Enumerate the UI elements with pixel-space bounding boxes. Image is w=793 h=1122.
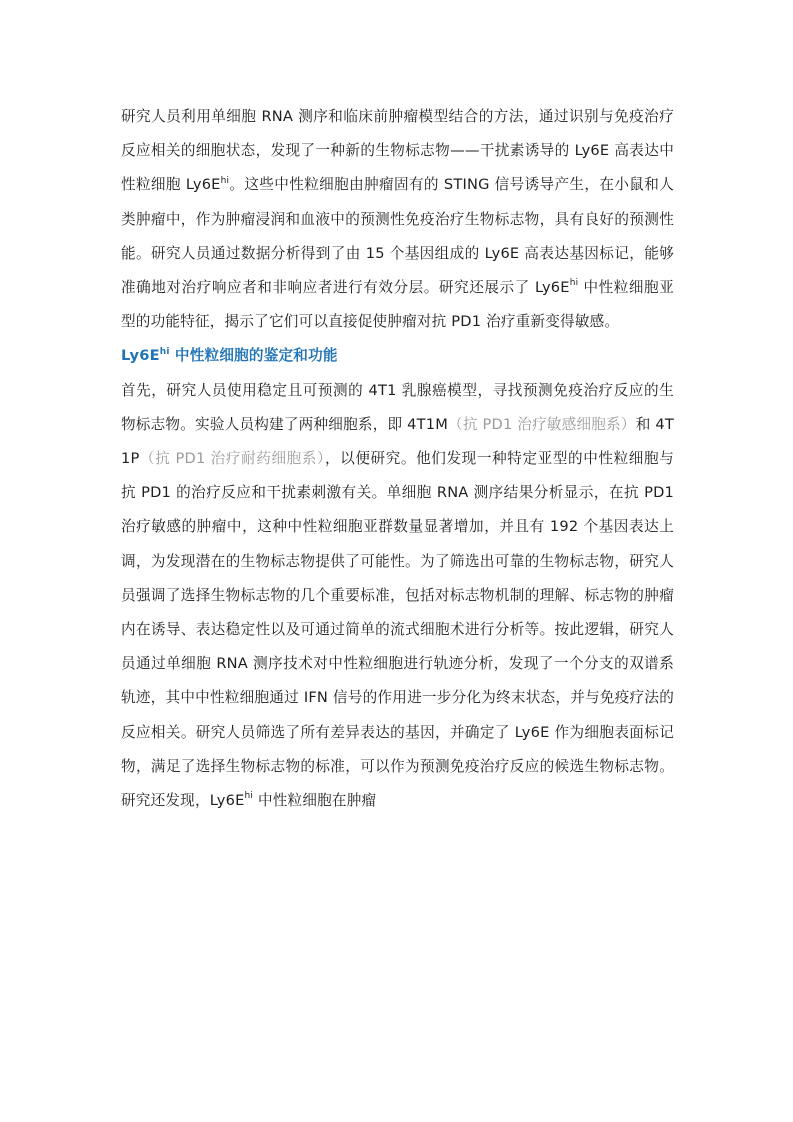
intro-paragraph	[121, 100, 674, 339]
body-text-1: 首先，研究人员使用稳定且可预测的 4T1 乳腺癌模型，寻找预测免疫治疗反应的生物标志物。实验人员构建了两种细胞系，即 4T1M	[121, 381, 674, 433]
intro-text-3: 中性粒细胞亚型的功能特征，揭示了它们可以直接促使肿瘤对抗 PD1 治疗重新变得敏感。	[121, 279, 674, 331]
body-paragraph	[121, 374, 674, 819]
body-text-2: 和 4T1P	[121, 415, 674, 468]
body-note-resistant-line: （抗 PD1 治疗耐药细胞系）	[139, 450, 325, 468]
body-superscript: hi	[244, 791, 254, 802]
heading-text-2: 中性粒细胞的鉴定和功能	[169, 347, 338, 365]
intro-superscript-2: hi	[569, 278, 579, 289]
article-content	[121, 100, 674, 818]
body-text-4: 中性粒细胞在肿瘤	[253, 792, 377, 810]
heading-text-1: Ly6E	[121, 347, 160, 365]
intro-superscript-1: hi	[220, 175, 230, 186]
intro-text-1: 研究人员利用单细胞 RNA 测序和临床前肿瘤模型结合的方法，通过识别与免疫治疗反应相关的细胞状态，发现了一种新的生物标志物——干扰素诱导的 Ly6E 高表达中性粒细胞 Ly6E	[121, 108, 674, 194]
section-heading	[121, 339, 674, 373]
body-note-sensitive-line: （抗 PD1 治疗敏感细胞系）	[448, 415, 636, 433]
body-text-3: ，以便研究。他们发现一种特定亚型的中性粒细胞与抗 PD1 的治疗反应和干扰素刺激有关。单细胞 RNA 测序结果分析显示，在抗 PD1 治疗敏感的肿瘤中，这种中性粒细胞亚群数量显著增加，并且有 192 个基因表达上调，为发现潜在的生物标志物提供了可能性。为了筛选出可靠的生物标志物，研究人员强调了选择生物标志物的几个重要标准，包括对标志物机制的理解、标志物的肿瘤内在诱导、表达稳定性以及可通过简单的流式细胞术进行分析等。按此逻辑，研究人员通过单细胞 RNA 测序技术对中性粒细胞进行轨迹分析，发现了一个分支的双谱系轨迹，其中中性粒细胞通过 IFN 信号的作用进一步分化为终末状态，并与免疫疗法的反应相关。研究人员筛选了所有差异表达的基因，并确定了 Ly6E 作为细胞表面标记物，满足了选择生物标志物的标准，可以作为预测免疫治疗反应的候选生物标志物。研究还发现，Ly6E	[121, 450, 674, 810]
heading-superscript: hi	[159, 346, 170, 357]
intro-text-2: 。这些中性粒细胞由肿瘤固有的 STING 信号诱导产生，在小鼠和人类肿瘤中，作为肿瘤浸润和血液中的预测性免疫治疗生物标志物，具有良好的预测性能。研究人员通过数据分析得到了由 15 个基因组成的 Ly6E 高表达基因标记，能够准确地对治疗响应者和非响应者进行有效分层。研究还展示了 Ly6E	[121, 176, 675, 297]
